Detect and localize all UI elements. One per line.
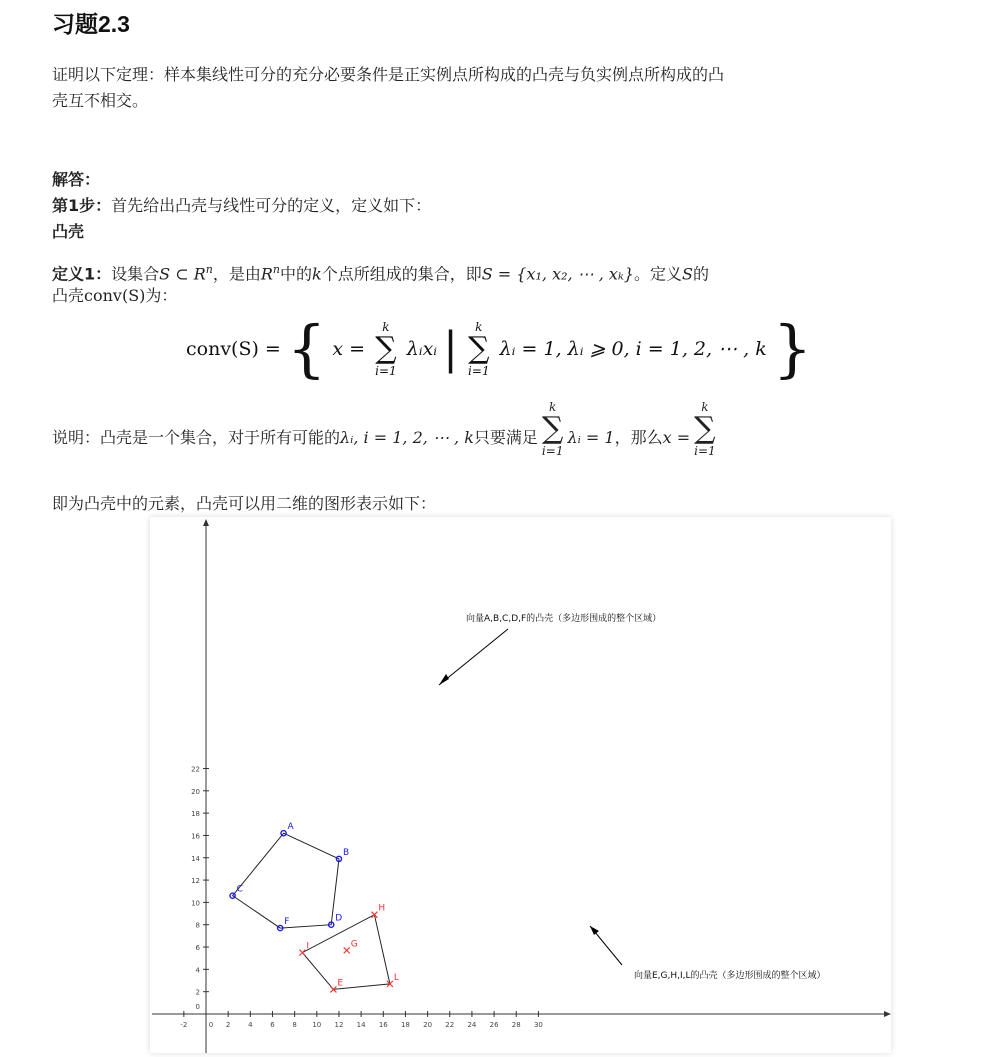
x-axis-arrow [884,1011,891,1017]
exponent-n-2: n [272,263,280,276]
point-label-l: L [393,972,399,983]
x-tick-label: 24 [467,1021,477,1029]
convex-hull-formula [186,312,813,385]
sum4-upper: k [701,399,709,414]
y-axis-arrow [203,519,209,526]
summation-4 [694,400,716,458]
vertical-bar: | [443,323,458,374]
y-tick-label: 0 [195,1003,200,1011]
summation-1 [375,320,397,378]
note-text-c: ，那么 [614,428,663,447]
left-brace: { [286,312,327,385]
x-tick-label: 28 [511,1021,521,1029]
annotation-arrow-blue [439,629,508,685]
def1-text-f: 的 [692,264,709,284]
x-tick-label: 4 [248,1021,253,1029]
def1-label: 定义1： [52,264,112,284]
sigma-symbol-2: ∑ [468,331,490,366]
def1-text-e: 。定义 [633,264,682,284]
definition-1-line-2 [52,283,982,309]
hull-polygons [233,833,390,989]
point-i [299,950,305,956]
y-tick-label: 12 [191,877,200,886]
x-tick-label: 10 [312,1021,322,1029]
exponent-n: n [205,263,213,276]
formula-constraints: λᵢ = 1, λᵢ ⩾ 0, i = 1, 2, ⋯ , k [499,338,767,360]
lambda-expression: λᵢ, i = 1, 2, ⋯ , k [340,428,474,447]
sum4-lower: i=1 [694,443,716,458]
sigma-symbol-4: ∑ [694,410,716,446]
set-expression: S = {x₁, x₂, ⋯ , xₖ} [481,264,634,284]
answer-label: 解答： [52,170,101,189]
exercise-heading: 习题2.3 [52,11,130,37]
summation-3 [542,400,564,458]
x-tick-label: 2 [225,1021,231,1029]
x-tick-label: -2 [180,1021,188,1029]
convex-hull-figure [150,517,891,1053]
y-tick-label: 22 [191,765,200,774]
y-tick-label: 14 [191,854,200,863]
sum2-upper: k [475,320,483,334]
y-tick-label: 6 [195,944,200,953]
x-equals: x = [662,428,691,447]
y-tick-label: 10 [191,899,200,908]
x-tick-label: 26 [489,1021,499,1029]
annotation-red: 向量E,G,H,I,L的凸壳（多边形围成的整个区域） [634,971,826,981]
problem-line-2: 壳互不相交。 [52,91,149,110]
def1-text-c: 中的 [280,264,313,284]
k-symbol: k [312,264,322,284]
right-brace: } [772,312,813,385]
sum3-upper: k [549,399,557,414]
point-label-d: D [335,913,343,924]
sum-lambda: λᵢ = 1 [567,428,615,447]
x-tick-label: 14 [356,1021,366,1029]
note-text-a: 说明：凸壳是一个集合，对于所有可能的 [52,428,341,447]
point-label-a: A [287,822,294,833]
formula-lhs: conv(S) = [186,338,281,360]
point-label-h: H [378,903,386,914]
x-tick-label: 22 [445,1021,455,1029]
space-R: R [260,264,273,284]
point-label-g: G [350,939,358,950]
def1-text-a: 设集合 [111,264,160,284]
subset-expression: S ⊂ R [159,264,206,284]
x-tick-label: 8 [292,1021,297,1029]
section-title: 凸壳 [52,222,85,241]
x-tick-label: 20 [423,1021,433,1029]
problem-line-1: 证明以下定理：样本集线性可分的充分必要条件是正实例点所构成的凸壳与负实例点所构成的凸 [52,65,725,84]
x-tick-label: 0 [208,1021,214,1029]
point-label-c: C [236,884,243,895]
note-text-b: 只要满足 [473,428,538,447]
sum1-lower: i=1 [375,364,397,378]
x-tick-label: 6 [270,1021,275,1029]
step1-text: 首先给出凸壳与线性可分的定义，定义如下： [111,196,432,215]
x-tick-label: 16 [378,1021,388,1029]
y-tick-label: 18 [191,810,200,819]
formula-x: x = [332,338,366,360]
sum3-lower: i=1 [541,443,564,458]
note-line [52,399,982,458]
step1-label: 第1步： [52,196,112,215]
point-label-f: F [284,917,290,928]
point-label-i: I [306,941,310,952]
sum2-lower: i=1 [468,364,490,378]
formula-term: λᵢxᵢ [406,338,438,360]
summation-2 [468,320,490,378]
step1-line [52,193,982,219]
conv-expression: conv(S) [84,286,146,305]
sum1-upper: k [382,320,390,334]
def1-text-b: ，是由 [212,264,261,284]
x-tick-label: 12 [334,1021,344,1029]
y-tick-label: 16 [191,832,200,841]
point-label-b: B [342,847,350,858]
annotation-arrow-red [590,926,622,965]
convex-hull-plot [150,517,891,1053]
def1-text-d: 个点所组成的集合，即 [321,264,482,284]
problem-statement [52,62,982,114]
def1-line2-text-a: 凸壳 [52,286,85,305]
note-line-2: 即为凸壳中的元素，凸壳可以用二维的图形表示如下： [52,494,437,513]
y-tick-label: 8 [195,921,200,930]
x-tick-label: 30 [533,1021,543,1029]
def1-line2-text-b: 为： [145,286,178,305]
blue-hull-polygon [233,833,339,928]
S-symbol: S [681,264,693,284]
y-tick-label: 20 [191,787,200,796]
sigma-symbol: ∑ [375,331,397,366]
x-tick-label: 18 [400,1021,410,1029]
point-label-e: E [337,978,344,989]
y-tick-label: 2 [195,988,200,997]
sigma-symbol-3: ∑ [541,410,564,446]
annotation-blue: 向量A,B,C,D,F的凸壳（多边形围成的整个区域） [466,614,662,624]
y-tick-label: 4 [195,966,200,975]
point-g [344,947,350,953]
